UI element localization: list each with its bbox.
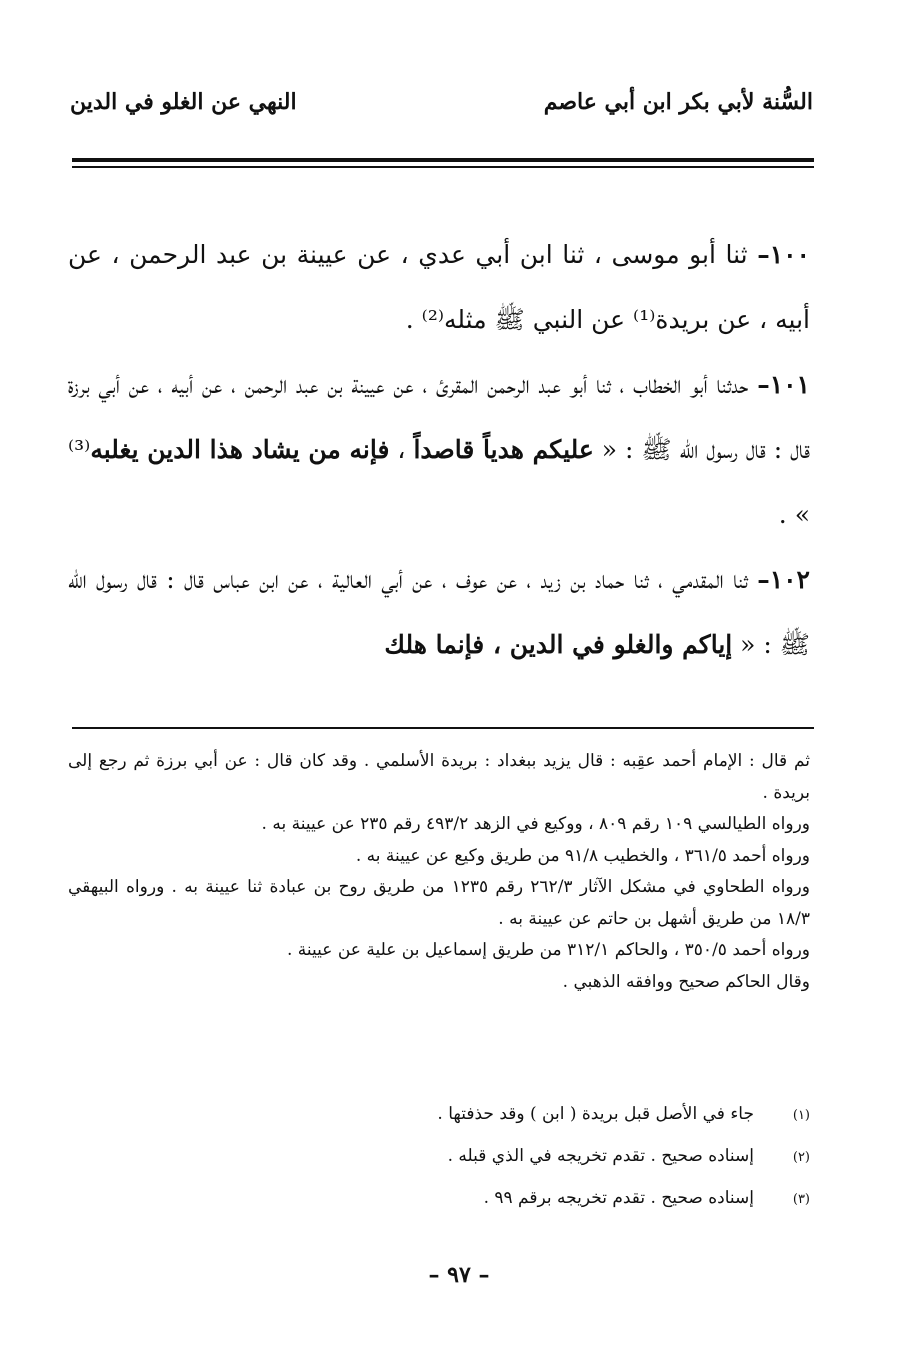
main-text — [68, 222, 810, 677]
note-line: ورواه الطيالسي ١٠٩ رقم ٨٠٩ ، ووكيع في الزهد ٤٩٣/٢ رقم ٢٣٥ عن عيينة به . — [261, 814, 810, 834]
note-line: ثم قال : الإمام أحمد عقِبه : قال يزيد ببغداد : بريدة الأسلمي . وقد كان قال : عن أبي برزة ثم رجع إلى بريدة . — [68, 751, 810, 803]
hadith-number: ١٠٢– — [757, 565, 810, 594]
continued-notes — [68, 746, 810, 998]
hadith-tail: ⁽³⁾ » . — [68, 435, 810, 529]
note-line: ورواه أحمد ٣٥٠/٥ ، والحاكم ٣١٢/١ من طريق إسماعيل بن علية عن عيينة . — [286, 940, 810, 960]
hadith-quote: إياكم والغلو في الدين ، فإنما هلك — [384, 630, 733, 659]
footnote-1 — [150, 1094, 810, 1136]
hadith-102 — [68, 547, 810, 677]
footnote-mark: (٣) — [792, 1192, 810, 1207]
hadith-intro: حدثنا أبو الخطاب ، ثنا أبو عبد الرحمن المقرئ ، عن عيينة بن عبد الرحمن ، عن أبيه ، عن أبي برزة قال : قال رسول الله ﷺ : « — [68, 370, 810, 464]
running-header — [70, 82, 813, 122]
hadith-number: ١٠١– — [757, 370, 810, 399]
hadith-mid: ، — [389, 435, 414, 464]
chapter-title: النهي عن الغلو في الدين — [70, 89, 297, 115]
footnote-mark: (٢) — [792, 1150, 810, 1165]
note-line: ورواه أحمد ٣٦١/٥ ، والخطيب ٩١/٨ من طريق وكيع عن عيينة به . — [355, 845, 810, 866]
header-rule-thin — [72, 166, 814, 168]
hadith-quote-2: فإنه من يشاد هذا الدين يغلبه — [90, 435, 390, 464]
footnote-text: إسناده صحيح . تقدم تخريجه في الذي قبله . — [447, 1146, 754, 1166]
footnote-separator — [72, 727, 814, 729]
note-line: ورواه الطحاوي في مشكل الآثار ٢٦٢/٣ رقم ١٢٣٥ من طريق روح بن عبادة ثنا عيينة به . ورواه البيهقي ١٨/٣ من طريق أشهل بن حاتم عن عيينة به . — [68, 877, 810, 929]
footnote-text: جاء في الأصل قبل بريدة ( ابن ) وقد حذفتها . — [437, 1104, 754, 1124]
hadith-intro: ثنا المقدمي ، ثنا حماد بن زيد ، عن عوف ، عن أبي العالية ، عن ابن عباس قال : قال رسول الله ﷺ : « — [68, 565, 810, 659]
hadith-quote: عليكم هدياً قاصداً — [413, 435, 594, 464]
hadith-text: ثنا أبو موسى ، ثنا ابن أبي عدي ، عن عيينة بن عبد الرحمن ، عن أبيه ، عن بريدة⁽¹⁾ عن النبي ﷺ مثله⁽²⁾ . — [68, 240, 810, 334]
hadith-101 — [68, 352, 810, 547]
hadith-number: ١٠٠– — [757, 240, 810, 269]
footnote-text: إسناده صحيح . تقدم تخريجه برقم ٩٩ . — [483, 1188, 754, 1208]
footnote-mark: (١) — [792, 1108, 810, 1123]
footnote-3 — [150, 1178, 810, 1220]
hadith-100 — [68, 222, 810, 352]
header-rule-thick — [72, 158, 814, 162]
footnotes — [150, 1094, 810, 1220]
note-line: وقال الحاكم صحيح ووافقه الذهبي . — [562, 971, 810, 992]
footnote-2 — [150, 1136, 810, 1178]
page-number: – ٩٧ – — [428, 1262, 490, 1288]
book-title: السُّنة لأبي بكر ابن أبي عاصم — [543, 89, 813, 115]
